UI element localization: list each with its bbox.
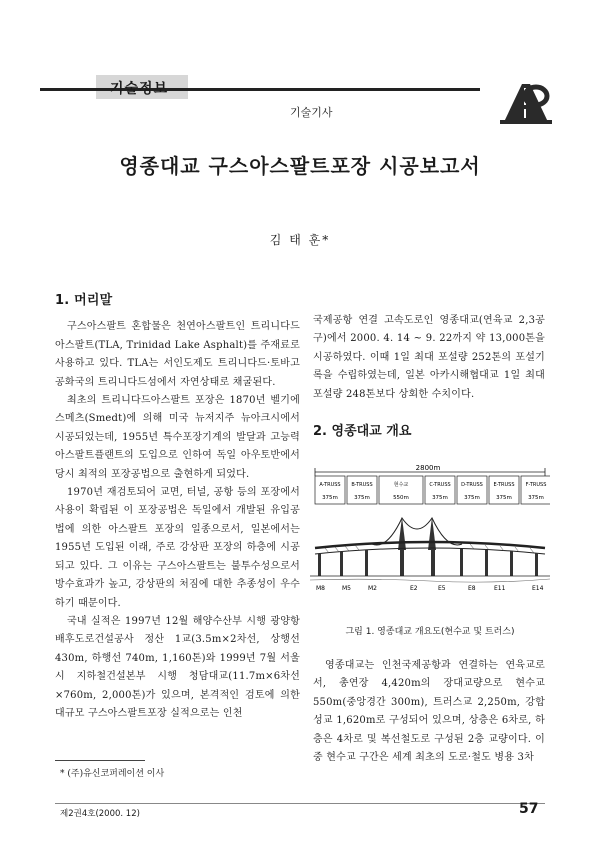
segment-name: E-TRUSS xyxy=(493,482,515,488)
pier-label: E2 xyxy=(410,585,418,592)
segment-length: 375m xyxy=(464,495,480,501)
footnote: * (주)유신코퍼레이션 이사 xyxy=(60,769,165,779)
header-rule xyxy=(40,88,480,91)
paragraph: 국내 실적은 1997년 12월 해양수산부 시행 광양항 배후도로건설공사 정산 1교(3.5m×2차선, 상행선 430m, 하행선 740m, 1,160톤)와 1999년 7월 서울시 지하철건설본부 시행 청담대교(11.7m×6차선×760m, 2,000톤)가 있으며, 본격적인 검토에 의한 대규모 구스아스팔트포장 실적으로는 인천 xyxy=(55,615,300,719)
page-number: 57 xyxy=(519,801,539,817)
subcategory-label: 기술기사 xyxy=(290,106,333,119)
figure-caption: 그림 1. 영종대교 개요도(현수교 및 트러스) xyxy=(345,627,515,637)
left-column xyxy=(55,293,300,723)
road-logo-icon xyxy=(500,82,552,128)
bridge-diagram xyxy=(310,462,550,616)
total-length-label: 2800m xyxy=(415,464,441,472)
category-label: 기술정보 xyxy=(110,81,169,97)
right-column-bottom xyxy=(313,657,545,767)
segment-length: 375m xyxy=(432,495,448,501)
issue-label: 제2권4호(2000. 12) xyxy=(60,809,140,819)
paragraph: 국제공항 연결 고속도로인 영종대교(연육교 2,3공구)에서 2000. 4. 14 ~ 9. 22까지 약 13,000톤을 시공하였다. 이때 1일 최대 포설량 252톤의 포설기록을 수립하였는데, 일본 아카시해협대교 1일 최대 포설량 248톤보다 상회한 수치이다. xyxy=(313,315,545,400)
pier-label: M5 xyxy=(342,585,351,592)
segment-length: 375m xyxy=(528,495,544,501)
segment-name: 현수교 xyxy=(393,482,409,488)
footer-rule xyxy=(55,803,545,804)
pier-label: E14 xyxy=(532,585,544,592)
segment-length: 375m xyxy=(496,495,512,501)
paragraph: 최초의 트리니다드아스팔트 포장은 1870년 벨기에 스메츠(Smedt)에 의해 미국 뉴저지주 뉴아크시에서 시공되었는데, 1955년 특수포장기계의 발달과 고능력 아스팔트플랜트의 도입으로 인하여 독일 아우토반에서 당시 최적의 포장공법으로 출현하게 되었다. xyxy=(55,395,300,480)
section2-heading: 2. 영종대교 개요 xyxy=(313,424,412,439)
pier-label: M2 xyxy=(368,585,377,592)
pier-label: E11 xyxy=(494,585,506,592)
paragraph: 구스아스팔트 혼합물은 천연아스팔트인 트리니다드아스팔트(TLA, Trinidad Lake Asphalt)를 주재료로 사용하고 있다. TLA는 서인도제도 트리니다드·토바고 공화국의 트리니다드섬에서 자연상태로 채굴된다. xyxy=(55,321,300,388)
segment-name: B-TRUSS xyxy=(351,482,373,488)
segment-name: F-TRUSS xyxy=(525,482,547,488)
section1-heading: 1. 머리말 xyxy=(55,293,113,308)
segment-length: 375m xyxy=(354,495,370,501)
pier-label: M8 xyxy=(316,585,325,592)
segment-length: 550m xyxy=(393,495,409,501)
segment-name: D-TRUSS xyxy=(461,482,483,488)
pier-label: E8 xyxy=(468,585,476,592)
right-column-top xyxy=(313,312,545,404)
pier-label: E5 xyxy=(438,585,446,592)
author-name: 김 태 훈* xyxy=(269,233,331,247)
paragraph: 영종대교는 인천국제공항과 연결하는 연육교로서, 총연장 4,420m의 장대교량으로 현수교 550m(중앙경간 300m), 트러스교 2,250m, 강합성교 1,620m로 구성되어 있으며, 상층은 6차로, 하층은 4차로 및 복선철도로 구성된 2층 교량이다. 이중 현수교 구간은 세계 최초의 도로·철도 병용 3차 xyxy=(313,660,545,764)
segment-name: C-TRUSS xyxy=(429,482,451,488)
paragraph: 1970년 재검토되어 교면, 터널, 공항 등의 포장에서 사용이 확립된 이 포장공법은 독일에서 개발된 유입공법에 의한 아스팔트 포장의 일종으로서, 일본에서는 1955년 도입된 이래, 주로 강상판 포장의 하층에 시공되고 있다. 그 이유는 구스아스팔트는 불투수성으로서 방수효과가 높고, 강상판의 처짐에 대한 추종성이 우수하기 때문이다. xyxy=(55,487,300,609)
article-title: 영종대교 구스아스팔트포장 시공보고서 xyxy=(119,154,481,178)
segment-length: 375m xyxy=(322,495,338,501)
segment-name: A-TRUSS xyxy=(319,482,341,488)
footnote-rule xyxy=(55,760,145,761)
